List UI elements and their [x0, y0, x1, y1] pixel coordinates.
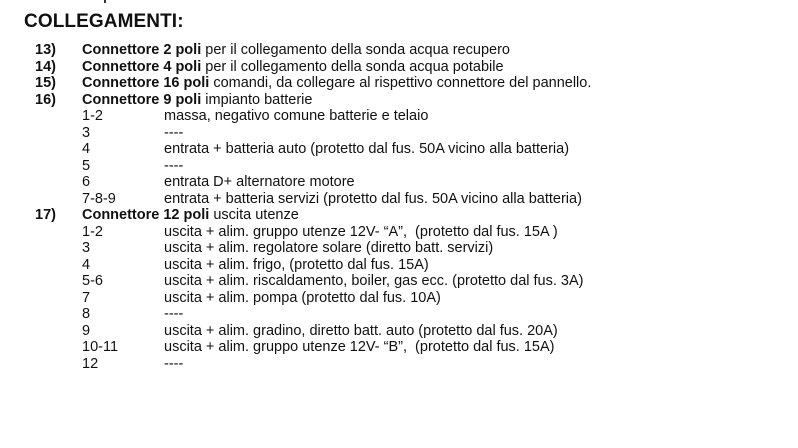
pin-number: 6: [82, 174, 91, 190]
pin-description: ----: [164, 355, 184, 372]
pin-row: [0, 224, 798, 241]
pin-description: ----: [164, 124, 184, 141]
list-item-15: [0, 75, 798, 92]
connector-purpose: per il collegamento della sonda acqua potabile: [201, 58, 504, 75]
item-number: 16): [35, 91, 56, 108]
connector-purpose: comandi, da collegare al rispettivo connettore del pannello.: [209, 75, 592, 91]
item-heading: [82, 92, 312, 109]
pin-description: uscita + alim. riscaldamento, boiler, gas ecc. (protetto dal fus. 3A): [164, 273, 584, 289]
pin-number: 4: [82, 256, 91, 273]
list-item-16: [0, 92, 798, 109]
pin-row: [0, 125, 798, 142]
pin-row: [0, 108, 798, 125]
pin-number: 9: [82, 322, 91, 339]
pin-description: ----: [164, 157, 184, 174]
pin-number: 7: [82, 289, 91, 306]
item-number: 17): [35, 207, 56, 223]
pin-description: uscita + alim. gruppo utenze 12V- “B”, (protetto dal fus. 15A): [164, 339, 555, 355]
connector-name: Connettore 12 poli: [82, 207, 210, 223]
pin-number: 5: [82, 157, 91, 174]
pin-row: [0, 273, 798, 290]
pin-row: [0, 174, 798, 191]
pin-row: [0, 257, 798, 274]
list-item-14: [0, 59, 798, 76]
pin-description: entrata D+ alternatore motore: [164, 174, 355, 190]
pin-row: [0, 158, 798, 175]
list-item-13: [0, 42, 798, 59]
pin-description: massa, negativo comune batterie e telaio: [164, 108, 429, 124]
pin-description: entrata + batteria auto (protetto dal fus. 50A vicino alla batteria): [164, 141, 570, 157]
item-number: 14): [35, 58, 56, 75]
pin-number: 1-2: [82, 108, 103, 124]
connector-purpose: impianto batterie: [201, 91, 313, 108]
item-heading: [82, 42, 510, 59]
pin-number: 8: [82, 306, 91, 322]
pin-number: 3: [82, 124, 91, 141]
item-number: 13): [35, 42, 56, 58]
pin-number: 12: [82, 355, 99, 372]
pin-number: 4: [82, 141, 91, 157]
pin-row: [0, 141, 798, 158]
pin-number: 3: [82, 240, 91, 256]
pin-row: [0, 240, 798, 257]
pin-row: [0, 339, 798, 356]
pin-row: [0, 290, 798, 307]
pin-description: uscita + alim. regolatore solare (diretto batt. servizi): [164, 240, 494, 256]
pin-row: [0, 191, 798, 208]
pin-description: uscita + alim. gruppo utenze 12V- “A”, (protetto dal fus. 15A ): [164, 223, 558, 240]
list-item-17: [0, 207, 798, 224]
pin-number: 5-6: [82, 273, 103, 289]
scan-artifact: [104, 0, 106, 3]
pin-description: entrata + batteria servizi (protetto dal fus. 50A vicino alla batteria): [164, 190, 582, 207]
pin-row: [0, 306, 798, 323]
connector-name: Connettore 9 poli: [82, 91, 202, 108]
item-heading: [82, 59, 504, 76]
pin-number: 1-2: [82, 223, 103, 240]
item-number: 15): [35, 75, 56, 91]
pin-number: 7-8-9: [82, 190, 116, 207]
pin-description: uscita + alim. frigo, (protetto dal fus. 15A): [164, 256, 429, 273]
pin-description: uscita + alim. pompa (protetto dal fus. 10A): [164, 289, 441, 306]
item-heading: [82, 75, 591, 92]
connector-name: Connettore 2 poli: [82, 42, 202, 58]
connector-purpose: per il collegamento della sonda acqua recupero: [201, 42, 510, 58]
pin-row: [0, 323, 798, 340]
pin-description: uscita + alim. gradino, diretto batt. auto (protetto dal fus. 20A): [164, 322, 558, 339]
page-title: COLLEGAMENTI:: [24, 11, 184, 32]
pin-description: ----: [164, 306, 184, 322]
pin-number: 10-11: [82, 339, 119, 355]
connections-list: [0, 42, 798, 372]
connector-purpose: uscita utenze: [209, 207, 299, 223]
connector-name: Connettore 16 poli: [82, 75, 210, 91]
item-heading: [82, 207, 299, 224]
connector-name: Connettore 4 poli: [82, 58, 202, 75]
pin-row: [0, 356, 798, 373]
